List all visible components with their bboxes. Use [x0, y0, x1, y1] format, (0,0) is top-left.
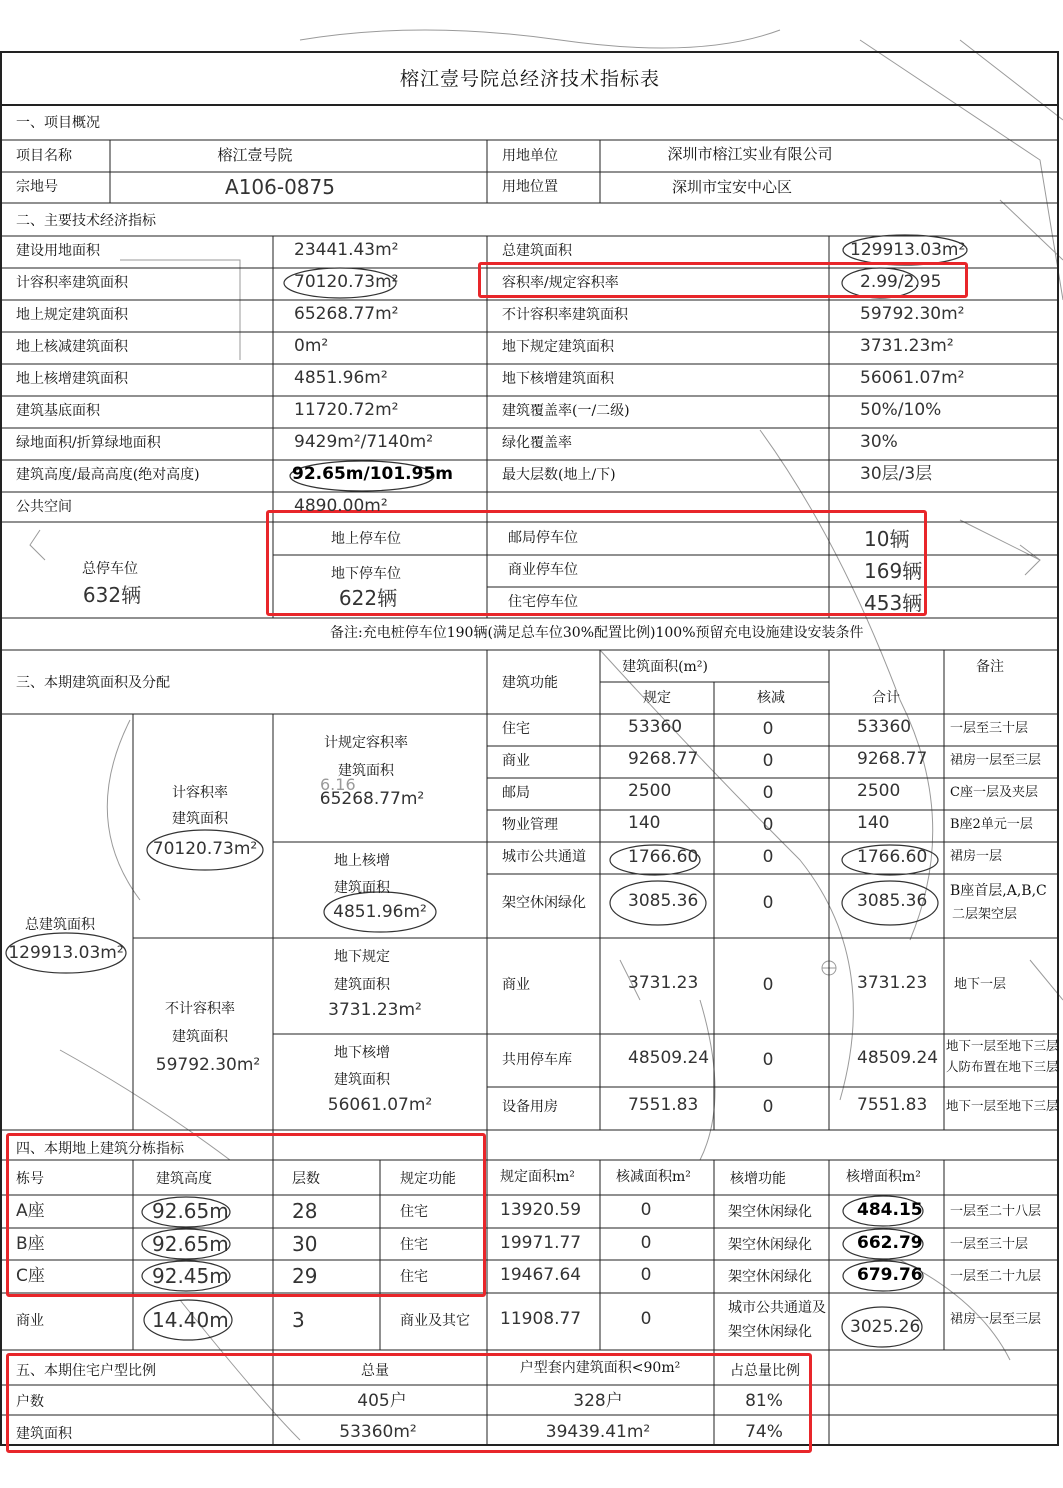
col-header-he: 核减: [757, 690, 785, 706]
s4-id: 商业: [16, 1313, 44, 1329]
g2-value: 4851.96m²: [333, 902, 427, 922]
indicator-value-left: 4890.00m²: [294, 496, 388, 516]
s4-col-header: 核增功能: [730, 1171, 786, 1187]
s3-func: 邮局: [502, 785, 530, 801]
s5-ratio: 74%: [745, 1422, 783, 1442]
s4-hz-area: 662.79: [857, 1233, 923, 1253]
s3-sum: 48509.24: [857, 1048, 939, 1068]
s3-note: 地下一层至地下三层: [946, 1098, 1059, 1113]
indicator-value-left: 0m²: [294, 336, 329, 356]
g2-label-2: 建筑面积: [334, 880, 390, 896]
s3-func: 商业: [502, 753, 530, 769]
s5-col-ratio: 占总量比例: [730, 1363, 800, 1379]
stray-drawing-label: 6.16: [320, 775, 356, 794]
s3-note: B座首层,A,B,C: [950, 883, 1047, 899]
s5-col-total: 总量: [361, 1363, 389, 1379]
s5-small: 39439.41m²: [545, 1422, 651, 1442]
s4-note: 一层至二十九层: [950, 1269, 1042, 1284]
indicator-label-left: 地上核增建筑面积: [16, 371, 128, 387]
parcel-no-value: A106-0875: [225, 175, 335, 199]
col-header-note: 备注: [976, 659, 1004, 675]
s4-note: 一层至三十层: [950, 1237, 1029, 1252]
s3-he: 0: [762, 719, 774, 739]
parcel-no-label: 宗地号: [16, 179, 58, 195]
area-header: 建筑面积(m²): [622, 659, 708, 675]
s3-func: 共用停车库: [502, 1052, 572, 1068]
s3-sum: 53360: [857, 717, 912, 737]
s3-gui: 1766.60: [628, 847, 699, 867]
indicator-value-right: 3731.23m²: [860, 336, 954, 356]
g3-label-2: 建筑面积: [334, 977, 390, 993]
s4-floors: 29: [292, 1264, 318, 1288]
s4-func: 住宅: [400, 1237, 428, 1253]
s3-gui: 140: [628, 813, 661, 833]
indicator-value-left: 65268.77m²: [294, 304, 399, 324]
s3-he: 0: [762, 1097, 774, 1117]
total-area-label: 总建筑面积: [25, 917, 95, 933]
s4-func: 住宅: [400, 1269, 428, 1285]
s5-label: 户数: [16, 1394, 44, 1410]
g3-value: 3731.23m²: [328, 1000, 422, 1020]
bj-label-1: 不计容积率: [165, 1001, 235, 1017]
s5-label: 建筑面积: [16, 1426, 72, 1442]
s4-hz-func: 架空休闲绿化: [728, 1237, 812, 1253]
s4-hz-func-2: 架空休闲绿化: [728, 1324, 812, 1340]
indicator-label-left: 地上核减建筑面积: [16, 339, 128, 355]
s5-total: 405户: [357, 1391, 407, 1411]
s3-gui: 2500: [628, 781, 672, 801]
s4-hz-area: 3025.26: [850, 1317, 921, 1337]
s4-col-header: 建筑高度: [156, 1171, 212, 1187]
parking-commercial-label: 商业停车位: [508, 562, 578, 578]
s4-col-header: 层数: [292, 1171, 320, 1187]
s3-he: 0: [762, 975, 774, 995]
s3-gui: 48509.24: [628, 1048, 710, 1068]
g1-label-1: 计规定容积率: [324, 735, 408, 751]
indicator-label-right: 不计容积率建筑面积: [502, 307, 628, 323]
s4-hz-func: 城市公共通道及: [728, 1300, 826, 1316]
parking-commercial-value: 169辆: [864, 559, 923, 583]
s4-floors: 28: [292, 1199, 318, 1223]
s4-he: 0: [640, 1233, 652, 1253]
s4-height: 92.65m: [152, 1199, 229, 1223]
s5-col-small: 户型套内建筑面积<90m²: [519, 1360, 681, 1376]
indicator-value-left: 9429m²/7140m²: [294, 432, 434, 452]
indicator-value-left: 11720.72m²: [294, 400, 399, 420]
s4-he: 0: [640, 1309, 652, 1329]
s3-note: 地下一层至地下三层: [946, 1038, 1059, 1053]
s4-height: 14.40m: [152, 1308, 229, 1332]
indicator-label-left: 公共空间: [16, 499, 72, 515]
project-name-label: 项目名称: [16, 148, 72, 164]
jr-label-1: 计容积率: [172, 785, 228, 801]
indicator-value-left: 4851.96m²: [294, 368, 388, 388]
s3-note: 裙房一层至三层: [950, 753, 1042, 768]
indicator-label-right: 最大层数(地上/下): [502, 467, 616, 483]
s3-he: 0: [762, 751, 774, 771]
land-unit-label: 用地单位: [502, 148, 558, 164]
s4-hz-func: 架空休闲绿化: [728, 1204, 812, 1220]
s3-sum: 9268.77: [857, 749, 928, 769]
indicator-label-left: 绿地面积/折算绿地面积: [16, 435, 161, 451]
s3-note: 裙房一层: [950, 849, 1003, 864]
project-name-value: 榕江壹号院: [217, 146, 293, 164]
s4-col-header: 核增面积m²: [846, 1169, 921, 1185]
indicator-label-left: 建设用地面积: [16, 243, 100, 259]
s4-he: 0: [640, 1265, 652, 1285]
g1-label-2: 建筑面积: [338, 763, 394, 779]
s3-func: 物业管理: [502, 817, 558, 833]
s3-note: 地下一层: [954, 977, 1007, 992]
section-1-heading: 一、项目概况: [16, 115, 100, 131]
s4-area: 19467.64: [500, 1265, 582, 1285]
s3-note-2: 人防布置在地下三层: [946, 1059, 1059, 1074]
s3-sum: 3731.23: [857, 973, 928, 993]
land-location-value: 深圳市宝安中心区: [671, 178, 793, 196]
s3-sum: 2500: [857, 781, 901, 801]
indicator-value-right: 2.99/2.95: [860, 272, 942, 292]
indicator-label-right: 容积率/规定容积率: [502, 275, 619, 291]
parking-below-label: 地下停车位: [331, 566, 401, 582]
s4-func: 住宅: [400, 1204, 428, 1220]
indicator-label-right: 绿化覆盖率: [502, 435, 572, 451]
s4-func: 商业及其它: [400, 1313, 470, 1329]
s3-sum: 7551.83: [857, 1095, 928, 1115]
parking-total-value: 632辆: [82, 583, 142, 607]
page-title: 榕江壹号院总经济技术指标表: [399, 68, 661, 90]
g2-label-1: 地上核增: [334, 853, 390, 869]
s4-area: 13920.59: [500, 1200, 582, 1220]
s3-sum: 3085.36: [857, 891, 928, 911]
s4-note: 裙房一层至三层: [950, 1312, 1042, 1327]
s3-func: 设备用房: [502, 1099, 558, 1115]
total-area-value: 129913.03m²: [8, 943, 124, 963]
bj-label-2: 建筑面积: [172, 1029, 228, 1045]
s4-col-header: 规定面积m²: [500, 1169, 575, 1185]
s3-func: 城市公共通道: [502, 849, 586, 865]
indicator-label-right: 地下核增建筑面积: [502, 371, 614, 387]
s4-col-header: 规定功能: [400, 1171, 456, 1187]
parking-post-value: 10辆: [864, 527, 910, 551]
indicator-label-left: 建筑基底面积: [16, 403, 100, 419]
s3-note: 一层至三十层: [950, 721, 1029, 736]
col-header-sum: 合计: [872, 690, 900, 706]
indicator-label-right: 地下规定建筑面积: [502, 339, 614, 355]
indicator-value-right: 50%/10%: [860, 400, 942, 420]
g4-label-1: 地下核增: [334, 1045, 390, 1061]
s4-area: 19971.77: [500, 1233, 582, 1253]
g4-label-2: 建筑面积: [334, 1072, 390, 1088]
indicator-value-right: 30%: [860, 432, 898, 452]
s3-he: 0: [762, 847, 774, 867]
section-3-heading: 三、本期建筑面积及分配: [16, 675, 170, 691]
land-location-label: 用地位置: [502, 179, 558, 195]
s3-gui: 7551.83: [628, 1095, 699, 1115]
section-4-heading: 四、本期地上建筑分栋指标: [16, 1141, 184, 1157]
s3-note-2: 二层架空层: [952, 907, 1018, 922]
s5-small: 328户: [573, 1391, 623, 1411]
s3-gui: 3731.23: [628, 973, 699, 993]
parking-residential-label: 住宅停车位: [508, 594, 578, 610]
s3-he: 0: [762, 783, 774, 803]
s4-id: C座: [16, 1266, 45, 1286]
g4-value: 56061.07m²: [327, 1095, 433, 1115]
parking-above-label: 地上停车位: [331, 531, 401, 547]
col-header-gui: 规定: [643, 690, 671, 706]
s4-floors: 30: [292, 1232, 318, 1256]
s3-sum: 1766.60: [857, 847, 928, 867]
s4-col-header: 核减面积m²: [616, 1169, 691, 1185]
land-unit-value: 深圳市榕江实业有限公司: [667, 145, 833, 163]
parking-total-label: 总停车位: [82, 561, 138, 577]
parking-residential-value: 453辆: [864, 591, 923, 615]
s5-ratio: 81%: [745, 1391, 783, 1411]
bj-value: 59792.30m²: [155, 1055, 261, 1075]
section-2-heading: 二、主要技术经济指标: [16, 213, 156, 229]
s4-he: 0: [640, 1200, 652, 1220]
s3-note: C座一层及夹层: [950, 785, 1038, 800]
parking-below-value: 622辆: [338, 586, 398, 610]
section-5-heading: 五、本期住宅户型比例: [16, 1363, 156, 1379]
s3-note: B座2单元一层: [950, 817, 1033, 832]
s4-hz-func: 架空休闲绿化: [728, 1269, 812, 1285]
g1-value: 65268.77m²: [319, 789, 425, 809]
indicator-value-left: 23441.43m²: [294, 240, 399, 260]
s4-height: 92.45m: [152, 1264, 229, 1288]
s4-area: 11908.77: [500, 1309, 582, 1329]
indicator-value-right: 59792.30m²: [860, 304, 965, 324]
indicator-value-left: 92.65m/101.95m: [292, 464, 454, 484]
indicator-value-right: 129913.03m²: [850, 240, 966, 260]
s3-func: 商业: [502, 977, 530, 993]
g3-label-1: 地下规定: [334, 949, 390, 965]
parking-note: 备注:充电桩停车位190辆(满足总车位30%配置比例)100%预留充电设施建设安装条件: [330, 625, 864, 641]
indicator-label-right: 建筑覆盖率(一/二级): [502, 403, 630, 419]
function-header: 建筑功能: [502, 675, 558, 691]
s4-hz-area: 484.15: [857, 1200, 923, 1220]
s3-he: 0: [762, 1050, 774, 1070]
indicator-label-left: 计容积率建筑面积: [16, 275, 128, 291]
s3-func: 架空休闲绿化: [502, 895, 586, 911]
s3-func: 住宅: [502, 721, 530, 737]
indicator-value-right: 30层/3层: [860, 464, 933, 484]
jr-value: 70120.73m²: [152, 839, 258, 859]
s4-height: 92.65m: [152, 1232, 229, 1256]
s4-col-header: 栋号: [16, 1171, 44, 1187]
s3-gui: 9268.77: [628, 749, 699, 769]
s3-gui: 3085.36: [628, 891, 699, 911]
indicator-label-left: 建筑高度/最高高度(绝对高度): [16, 467, 200, 483]
s3-sum: 140: [857, 813, 890, 833]
s3-he: 0: [762, 815, 774, 835]
indicator-label-left: 地上规定建筑面积: [16, 307, 128, 323]
s4-id: B座: [16, 1234, 45, 1254]
s5-total: 53360m²: [339, 1422, 417, 1442]
s4-id: A座: [16, 1201, 45, 1221]
s4-hz-area: 679.76: [857, 1265, 923, 1285]
s3-he: 0: [762, 893, 774, 913]
s3-gui: 53360: [628, 717, 683, 737]
indicator-value-left: 70120.73m²: [294, 272, 399, 292]
parking-post-label: 邮局停车位: [508, 530, 578, 546]
s4-floors: 3: [292, 1308, 305, 1332]
jr-label-2: 建筑面积: [172, 811, 228, 827]
indicator-label-right: 总建筑面积: [502, 243, 572, 259]
indicator-value-right: 56061.07m²: [860, 368, 965, 388]
s4-note: 一层至二十八层: [950, 1204, 1042, 1219]
